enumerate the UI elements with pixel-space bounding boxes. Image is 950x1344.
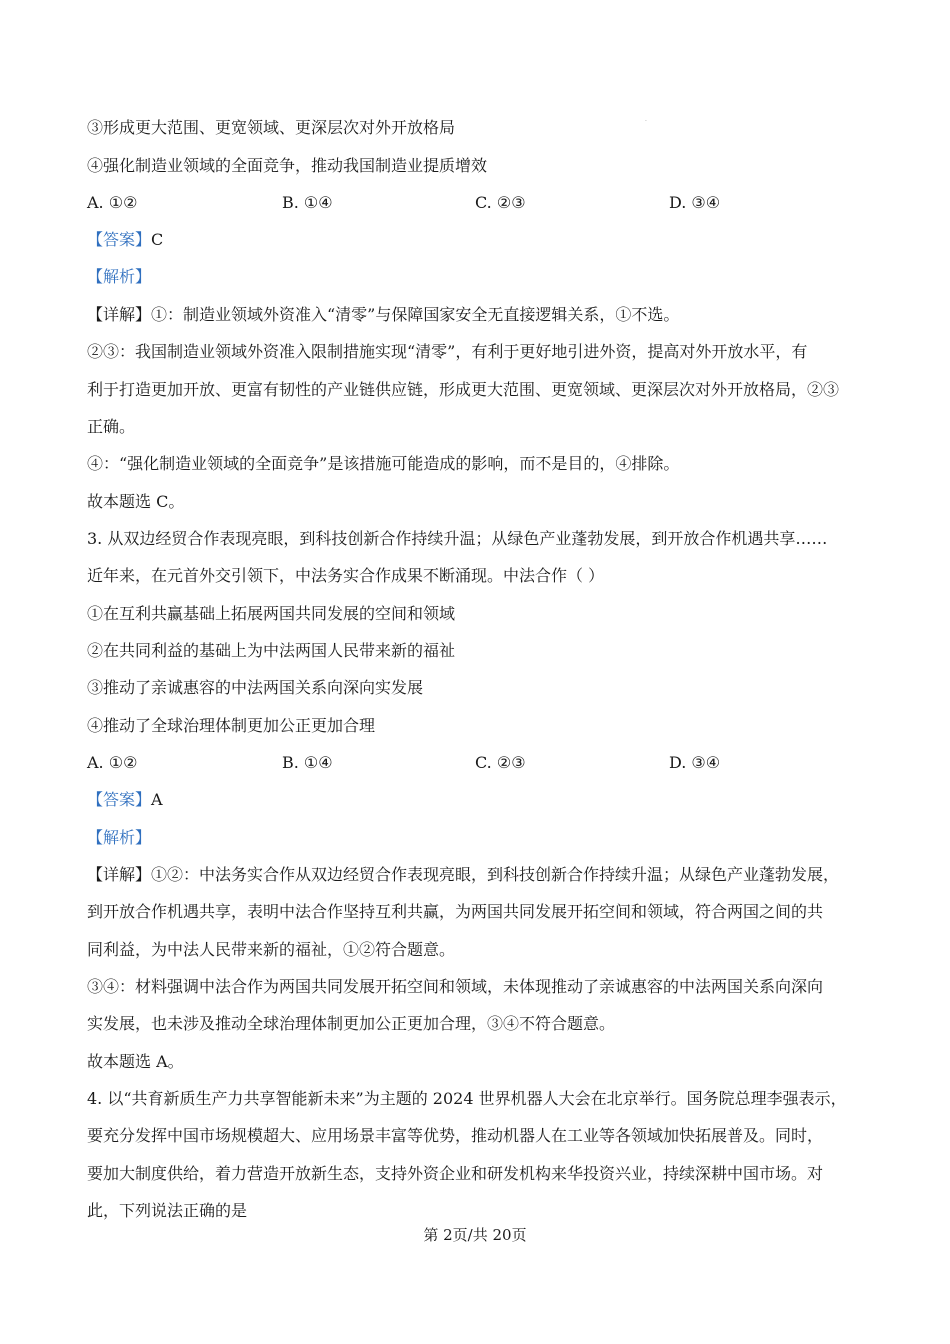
q3-conclusion: 故本题选 A。 — [87, 1052, 184, 1071]
q3-stem-line: 3. 从双边经贸合作表现亮眼，到科技创新合作持续升温；从绿色产业蓬勃发展，到开放合作机遇共享…… — [87, 529, 828, 548]
q2-answer — [87, 229, 163, 251]
q2-detail-line: ④：“强化制造业领域的全面竞争”是该措施可能造成的影响，而不是目的，④排除。 — [87, 454, 680, 473]
q3-option-4: ④推动了全球治理体制更加公正更加合理 — [87, 716, 376, 735]
q3-choice-b: B. ①④ — [282, 753, 333, 772]
q3-option-1: ①在互利共赢基础上拓展两国共同发展的空间和领域 — [87, 604, 456, 623]
q3-detail-line: 到开放合作机遇共享，表明中法合作坚持互利共赢，为两国共同发展开拓空间和领域，符合两国之间的共 — [87, 902, 824, 921]
q2-conclusion: 故本题选 C。 — [87, 492, 185, 511]
q2-choice-c: C. ②③ — [475, 193, 526, 212]
scan-dot: · — [645, 118, 647, 125]
q4-stem-line: 4. 以“共育新质生产力共享智能新未来”为主题的 2024 世界机器人大会在北京举行。国务院总理李强表示， — [87, 1089, 847, 1108]
q2-detail-line: ②③：我国制造业领域外资准入限制措施实现“清零”，有利于更好地引进外资，提高对外开放水平，有 — [87, 342, 808, 361]
q3-detail-line: 同利益，为中法人民带来新的福祉，①②符合题意。 — [87, 940, 456, 959]
q3-choice-c: C. ②③ — [475, 753, 526, 772]
q2-option-3: ③形成更大范围、更宽领域、更深层次对外开放格局 — [87, 118, 456, 137]
q2-choice-b: B. ①④ — [282, 193, 333, 212]
page-footer: 第 2页/共 20页 — [423, 1226, 527, 1244]
q2-detail-line: 利于打造更加开放、更富有韧性的产业链供应链，形成更大范围、更宽领域、更深层次对外开放格局，②③ — [87, 380, 840, 399]
q3-detail-line: ③④：材料强调中法合作为两国共同发展开拓空间和领域，未体现推动了亲诚惠容的中法两国关系向深向 — [87, 977, 824, 996]
q4-stem-line: 要充分发挥中国市场规模超大、应用场景丰富等优势，推动机器人在工业等各领域加快拓展普及。同时， — [87, 1126, 824, 1145]
q2-choice-d: D. ③④ — [669, 193, 721, 212]
q3-analysis-tag: 【解析】 — [87, 828, 152, 847]
q3-choice-d: D. ③④ — [669, 753, 721, 772]
q2-choices — [87, 192, 867, 214]
q3-option-3: ③推动了亲诚惠容的中法两国关系向深向实发展 — [87, 678, 424, 697]
answer-tag: 【答案】 — [87, 230, 152, 249]
q2-detail-line: 正确。 — [87, 417, 136, 436]
q3-choices — [87, 752, 867, 774]
q3-detail-line: 实发展，也未涉及推动全球治理体制更加公正更加合理，③④不符合题意。 — [87, 1014, 616, 1033]
q3-stem-line: 近年来，在元首外交引领下，中法务实合作成果不断涌现。中法合作（ ） — [87, 566, 605, 585]
q3-option-2: ②在共同利益的基础上为中法两国人民带来新的福祉 — [87, 641, 456, 660]
q3-detail-line: 【详解】①②：中法务实合作从双边经贸合作表现亮眼，到科技创新合作持续升温；从绿色产业蓬勃发展， — [87, 865, 840, 884]
q3-choice-a: A. ①② — [87, 753, 138, 772]
q4-stem-line: 要加大制度供给，着力营造开放新生态，支持外资企业和研发机构来华投资兴业，持续深耕中国市场。对 — [87, 1164, 824, 1183]
q4-stem-line: 此，下列说法正确的是 — [87, 1201, 248, 1220]
answer-value: A — [151, 790, 163, 809]
q2-analysis-tag: 【解析】 — [87, 267, 152, 286]
q3-answer — [87, 789, 163, 811]
q2-option-4: ④强化制造业领域的全面竞争，推动我国制造业提质增效 — [87, 156, 488, 175]
answer-value: C — [151, 230, 164, 249]
q2-detail-line: 【详解】①：制造业领域外资准入“清零”与保障国家安全无直接逻辑关系，①不选。 — [87, 305, 680, 324]
answer-tag: 【答案】 — [87, 790, 152, 809]
q2-choice-a: A. ①② — [87, 193, 138, 212]
